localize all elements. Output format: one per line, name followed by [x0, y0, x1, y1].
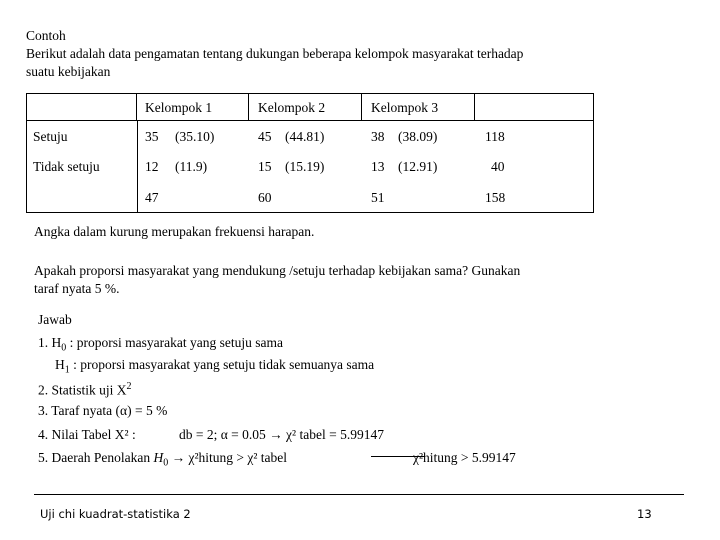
table-header-empty — [27, 94, 137, 121]
cell-observed: 38 — [371, 129, 385, 144]
row-total: 118 — [485, 129, 505, 144]
column-header-kelompok-3: Kelompok 3 — [371, 100, 439, 115]
cell-observed: 13 — [371, 159, 385, 174]
slide-title: Contoh — [26, 28, 66, 43]
row-total: 40 — [491, 159, 505, 174]
cell-expected: (35.10) — [175, 129, 215, 144]
column-total: 47 — [145, 190, 159, 205]
cell-expected: (38.09) — [398, 129, 438, 144]
footer-caption: Uji chi kuadrat-statistika 2 — [40, 507, 191, 521]
table-value-label: 4. Nilai Tabel X² : — [38, 427, 136, 442]
column-header-kelompok-1: Kelompok 1 — [145, 100, 213, 115]
rejection-h0-subscript: 0 — [163, 457, 169, 469]
table-header-cell — [475, 94, 593, 121]
h0-subscript: 0 — [61, 342, 67, 354]
intro-text-line2: suatu kebijakan — [26, 64, 111, 79]
h0-label: 1. H — [38, 335, 62, 350]
h1-label: H — [55, 357, 65, 372]
hypothesis-h0 — [38, 334, 283, 357]
cell-expected: (44.81) — [285, 129, 325, 144]
grand-total: 158 — [485, 190, 506, 205]
column-total: 51 — [371, 190, 385, 205]
test-statistic-text: 2. Statistik uji X — [38, 382, 127, 398]
h1-subscript: 1 — [64, 364, 70, 376]
question-line2: taraf nyata 5 %. — [34, 281, 120, 296]
answer-heading: Jawab — [38, 312, 72, 327]
hypothesis-h1 — [55, 356, 374, 379]
rejection-region-condition: → χ²hitung > χ² tabel — [168, 450, 288, 465]
rejection-h0: H — [153, 450, 164, 465]
significance-level: 3. Taraf nyata (α) = 5 % — [38, 403, 168, 418]
table-value-detail: db = 2; α = 0.05 → χ² tabel = 5.99147 — [179, 427, 384, 442]
cell-expected: (11.9) — [175, 159, 208, 174]
footer-divider — [34, 494, 684, 495]
cell-observed: 15 — [258, 159, 272, 174]
h0-text: : proporsi masyarakat yang setuju sama — [66, 335, 283, 350]
table-note: Angka dalam kurung merupakan frekuensi harapan. — [34, 224, 315, 239]
rejection-region — [38, 449, 287, 472]
rejection-region-label: 5. Daerah Penolakan — [38, 450, 154, 465]
cell-observed: 35 — [145, 129, 159, 144]
row-label-tidak-setuju: Tidak setuju — [33, 159, 100, 174]
h1-text: : proporsi masyarakat yang setuju tidak semuanya sama — [69, 357, 375, 372]
test-statistic-superscript: 2 — [126, 381, 132, 392]
cell-expected: (12.91) — [398, 159, 438, 174]
cell-observed: 12 — [145, 159, 159, 174]
data-table — [26, 93, 594, 213]
column-divider — [137, 121, 138, 212]
column-total: 60 — [258, 190, 272, 205]
question-line1: Apakah proporsi masyarakat yang mendukung /setuju terhadap kebijakan sama? Gunakan — [34, 263, 521, 278]
cell-expected: (15.19) — [285, 159, 325, 174]
column-header-kelompok-2: Kelompok 2 — [258, 100, 326, 115]
test-statistic — [38, 378, 132, 399]
rejection-region-result: χ²hitung > 5.99147 — [413, 450, 516, 465]
intro-text-line1: Berikut adalah data pengamatan tentang dukungan beberapa kelompok masyarakat terhadap — [26, 46, 524, 61]
cell-observed: 45 — [258, 129, 272, 144]
page-number: 13 — [637, 507, 652, 521]
row-label-setuju: Setuju — [33, 129, 68, 144]
